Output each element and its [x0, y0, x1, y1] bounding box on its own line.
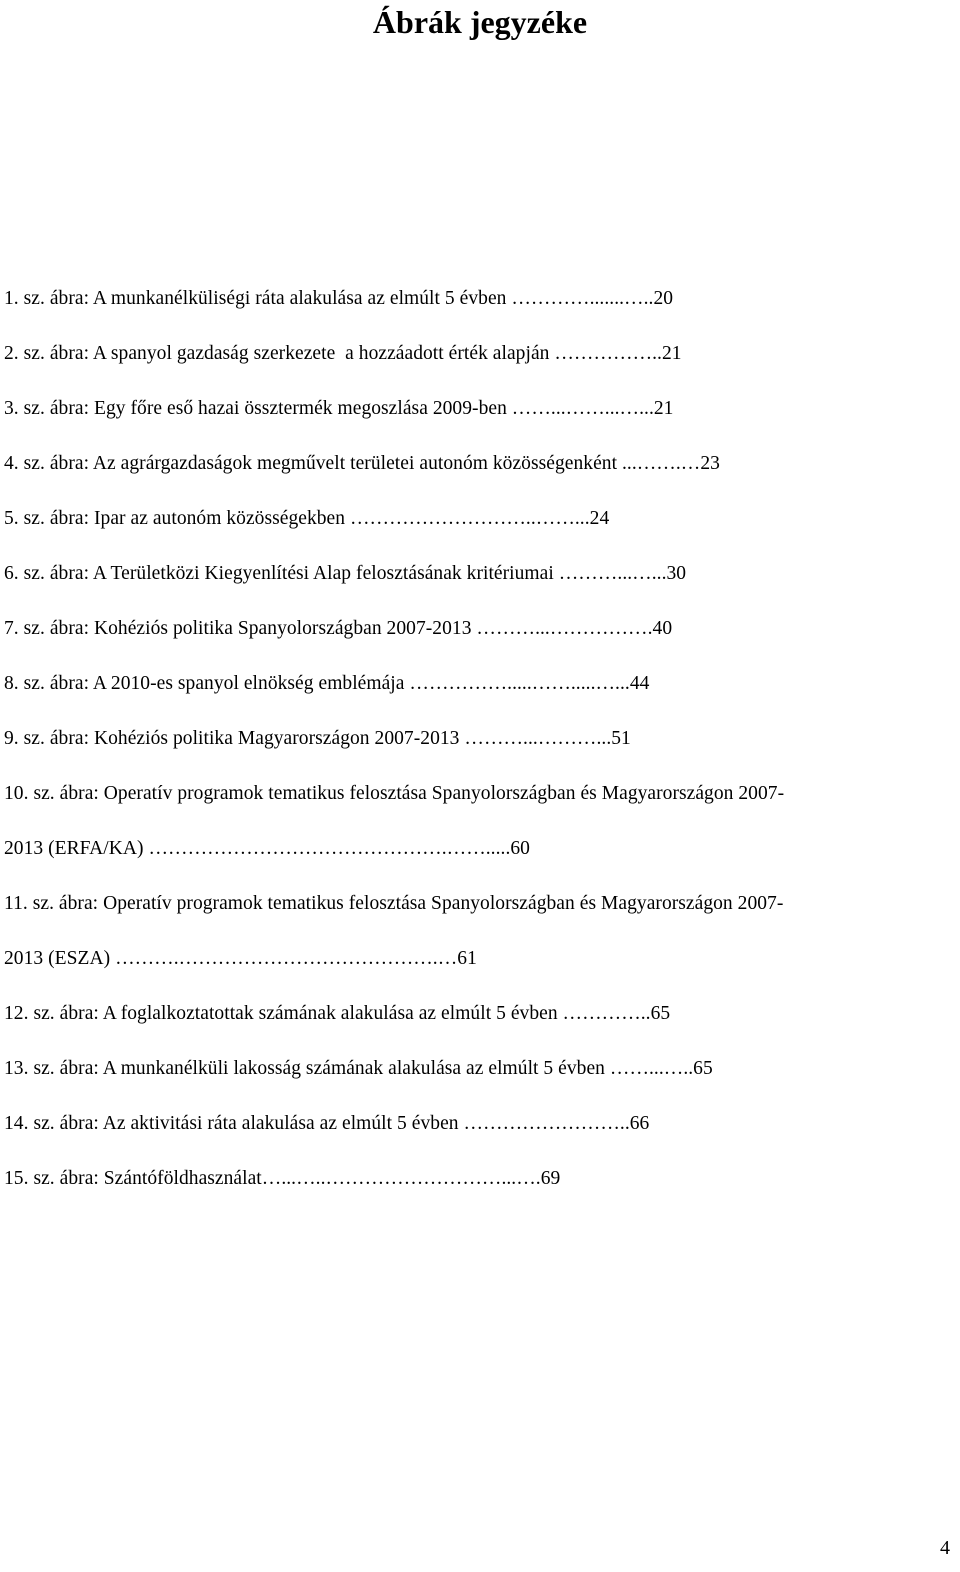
toc-entry-1: 1. sz. ábra: A munkanélküliségi ráta alakulása az elmúlt 5 évben ………….......…..20 — [4, 288, 674, 309]
toc-entry-11-line-1: 11. sz. ábra: Operatív programok tematikus felosztása Spanyolországban és Magyarországon 2007- — [4, 893, 784, 914]
toc-entry-5: 5. sz. ábra: Ipar az autonóm közösségekben ………………………..……...24 — [4, 508, 610, 529]
list-of-figures — [4, 283, 954, 1195]
toc-entry-3: 3. sz. ábra: Egy főre eső hazai össztermék megoszlása 2009-ben ……...……...…...21 — [4, 398, 674, 419]
toc-entry-9: 9. sz. ábra: Kohéziós politika Magyarországon 2007-2013 ………...………...51 — [4, 728, 631, 749]
page-number: 4 — [940, 1537, 950, 1559]
toc-entry-7: 7. sz. ábra: Kohéziós politika Spanyolországban 2007-2013 ………...…………….40 — [4, 618, 673, 639]
toc-entry-12: 12. sz. ábra: A foglalkoztatottak számának alakulása az elmúlt 5 évben …………..65 — [4, 1003, 671, 1024]
page-title: Ábrák jegyzéke — [372, 4, 588, 40]
toc-entry-8: 8. sz. ábra: A 2010-es spanyol elnökség emblémája …………….....…….....…...44 — [4, 673, 650, 694]
toc-entry-11-line-2: 2013 (ESZA) ……….………………………………….…61 — [4, 948, 477, 969]
toc-entry-13: 13. sz. ábra: A munkanélküli lakosság számának alakulása az elmúlt 5 évben ……...…..65 — [4, 1058, 713, 1079]
toc-entry-10-line-1: 10. sz. ábra: Operatív programok tematikus felosztása Spanyolországban és Magyarországon 2007- — [4, 783, 785, 804]
toc-entry-15: 15. sz. ábra: Szántóföldhasználat…...…..………………………...….69 — [4, 1168, 561, 1189]
toc-entry-4: 4. sz. ábra: Az agrárgazdaságok megművelt területei autonóm közösségenként ...…….…23 — [4, 453, 720, 474]
toc-entry-10-line-2: 2013 (ERFA/KA) ……………………………………….…….....60 — [4, 838, 530, 859]
toc-entry-14: 14. sz. ábra: Az aktivitási ráta alakulása az elmúlt 5 évben ……………………..66 — [4, 1113, 650, 1134]
toc-entry-2: 2. sz. ábra: A spanyol gazdaság szerkezete a hozzáadott érték alapján ……………..21 — [4, 343, 682, 364]
toc-entry-6: 6. sz. ábra: A Területközi Kiegyenlítési Alap felosztásának kritériumai ………...…...30 — [4, 563, 687, 584]
